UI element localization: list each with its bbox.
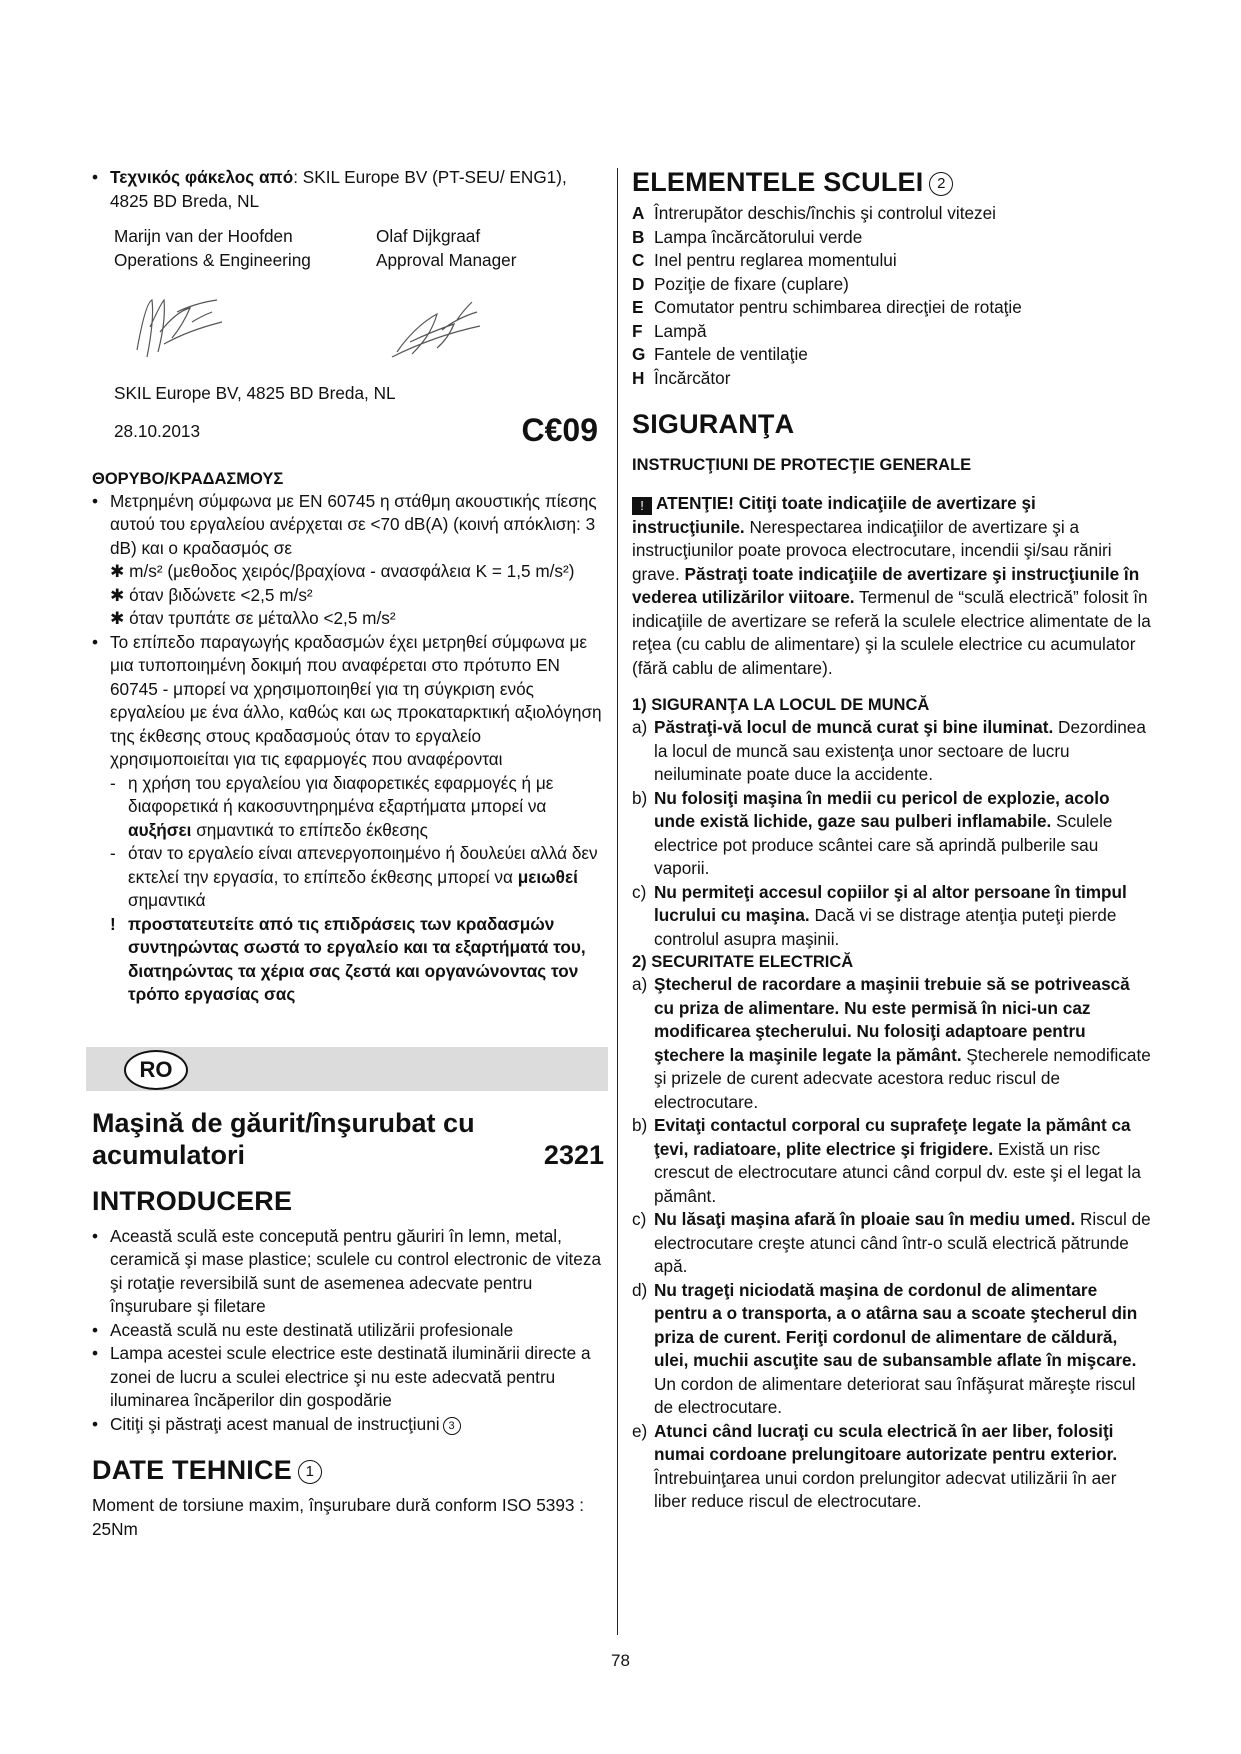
vibration-bullet: • Το επίπεδο παραγωγής κραδασμών έχει μετρηθεί σύμφωνα με μια τυποποιημένη δοκιμή που αναφέρεται στο πρότυπο EN 60745 - μπορεί να χρησιμοποιηθεί για τη σύγκριση ενός εργαλείου με ένα άλλο, καθώς και ως προκαταρκτική αξιολόγηση της έκθεσης στους κραδασμούς όταν το εργαλείο χρησιμοποιείται για τις εφαρμογές που αναφέρονται <box>92 631 604 772</box>
product-title-1: Maşină de găurit/înşurubat cu <box>92 1107 475 1138</box>
signer1-role: Operations & Engineering <box>114 249 311 270</box>
date: 28.10.2013 <box>114 420 201 441</box>
element-item: E Comutator pentru schimbarea direcţiei de rotaţie <box>632 297 1022 317</box>
s1-item-c: c) Nu permiteţi accesul copiilor şi al altor persoane în timpul lucrului cu maşina. Dacă vi se distrage atenţia puteţi pierde controlul asupra maşinii. <box>632 881 1127 949</box>
signer2-name: Olaf Dijkgraaf <box>376 226 481 246</box>
workplace-safety-heading: 1) SIGURANŢA LA LOCUL DE MUNCĂ <box>632 696 930 714</box>
signer2-role: Approval Manager <box>376 249 517 270</box>
language-bar <box>86 1047 608 1091</box>
intro-item-4: • Citiţi şi păstraţi acest manual de instrucţiuni 3 <box>92 1413 604 1437</box>
model-number: 2321 <box>543 1139 604 1170</box>
tech-text: Moment de torsiune maxim, înşurubare dură conform ISO 5393 : 25Nm <box>92 1495 584 1539</box>
elements-list <box>632 202 1152 390</box>
element-item: A Întrerupător deschis/închis şi controlul vitezei <box>632 203 996 223</box>
figure-ref-2: 2 <box>929 172 953 196</box>
intro-heading: INTRODUCERE <box>92 1185 293 1216</box>
element-item: H Încărcător <box>632 367 731 388</box>
figure-ref-3: 3 <box>443 1417 461 1435</box>
ce-mark: C€09 <box>521 411 598 448</box>
tech-file-label: Τεχνικός φάκελος από <box>110 167 294 187</box>
intro-item-2: • Această sculă nu este destinată utilizării profesionale <box>92 1319 514 1340</box>
element-item: D Poziţie de fixare (cuplare) <box>632 273 849 294</box>
dash-item-1: - η χρήση του εργαλείου για διαφορετικές εφαρμογές ή με διαφορετικά ή κακοσυντηρημένα εξαρτήματα μπορεί να αυξήσει σημαντικά το επίπεδο έκθεσης <box>110 772 554 840</box>
date-row <box>92 411 604 454</box>
tech-heading: DATE TEHNICE 1 <box>92 1454 604 1486</box>
safety-heading: SIGURANŢA <box>632 409 795 439</box>
noise-heading: ΘΟΡΥΒΟ/ΚΡΑΔΑΣΜΟΥΣ <box>92 469 284 488</box>
noise-text-2: ✱ m/s² (μεθοδος χειρός/βραχίονα - ανασφάλεια K = 1,5 m/s²) <box>110 561 575 581</box>
electrical-safety-heading: 2) SECURITATE ELECTRICĂ <box>632 953 854 971</box>
s2-item-a: a) Ştecherul de racordare a maşinii trebuie să se potrivească cu priza de alimentare. Nu este permisă în nici-un caz modificarea ştecherului. Nu folosiţi adaptoare pentru ştechere la maşinile legate la pământ. Ştecherele nemodificate şi prizele de curent adecvate acestora reduc riscul de electrocutare. <box>632 974 1151 1112</box>
intro-item-3: • Lampa acestei scule electrice este destinată iluminării directe a zonei de lucru a sculei electrice şi nu este adecvată pentru iluminarea încăperilor din gospodărie <box>92 1343 591 1410</box>
warning-icon: ! <box>632 497 652 515</box>
product-title-2: acumulatori <box>92 1139 246 1170</box>
signatures <box>92 272 604 382</box>
noise-text-4: ✱ όταν τρυπάτε σε μέταλλο <2,5 m/s² <box>110 608 396 628</box>
signature-images <box>92 272 604 382</box>
product-title-row-2 <box>92 1139 604 1171</box>
signer1-name: Marijn van der Hoofden <box>114 226 293 246</box>
tech-file-bullet: • Τεχνικός φάκελος από: SKIL Europe BV (PT-SEU/ ENG1), 4825 BD Breda, NL <box>92 167 567 211</box>
column-divider <box>617 168 618 1635</box>
s1-item-a: a) Păstraţi-vă locul de muncă curat şi bine iluminat. Dezordinea la locul de muncă sau existenţa unor sectoare de lucru neiluminate poate duce la accidente. <box>632 717 1146 784</box>
noise-text-1: Μετρημένη σύμφωνα με EN 60745 η στάθμη ακουστικής πίεσης αυτού του εργαλείου ανέρχεται σε <70 dB(A) (κοινή απόκλιση: 3 dB) και ο κραδασμός σε <box>110 490 597 558</box>
s2-item-d: d) Nu trageţi niciodată maşina de cordonul de alimentare pentru a o transporta, a o atârna sau a scoate ştecherul din priza de curent. Feriţi cordonul de alimentare de căldură, ulei, muchii ascuţite sau de subansamble aflate în mişcare. Un cordon de alimentare deteriorat sau înfăşurat măreşte riscul de electrocutare. <box>632 1279 1138 1417</box>
figure-ref-1: 1 <box>298 1460 322 1484</box>
noise-bullet: • Μετρημένη σύμφωνα με EN 60745 η στάθμη ακουστικής πίεσης αυτού του εργαλείου ανέρχεται σε <70 dB(A) (κοινή απόκλιση: 3 dB) και ο κραδασμός σε ✱ m/s² (μεθοδος χειρός/βραχίονα - ανασφάλεια K = 1,5 m/s²) ✱ όταν βιδώνετε <2,5 m/s² ✱ όταν τρυπάτε σε μέταλλο <2,5 m/s² <box>92 490 597 628</box>
noise-text-3: ✱ όταν βιδώνετε <2,5 m/s² <box>110 584 313 605</box>
left-column <box>92 166 604 1541</box>
s2-item-b: b) Evitaţi contactul corporal cu suprafeţe legate la pământ ca ţevi, radiatoare, plite electrice şi frigidere. Există un risc crescut de electrocutare atunci când corpul dv. este şi el legat la pământ. <box>632 1115 1141 1206</box>
right-column <box>632 166 1152 1514</box>
element-item: C Inel pentru reglarea momentului <box>632 250 897 270</box>
intro-item-1: • Această sculă este concepută pentru găuriri în lemn, metal, ceramică şi mase plastice; sculele cu control electronic de viteza şi rotaţie reversibilă sunt de asemenea adecvate pentru înşurubare şi filetare <box>92 1225 602 1316</box>
signature-2 <box>392 302 480 357</box>
element-item: G Fantele de ventilaţie <box>632 344 808 364</box>
dash-item-2: - όταν το εργαλείο είναι απενεργοποιημένο ή δουλεύει αλλά δεν εκτελεί την εργασία, το επίπεδο έκθεσης μπορεί να μειωθεί σημαντικά <box>110 843 598 910</box>
warning-paragraph: ! ATENŢIE! Citiţi toate indicaţiile de avertizare şi instrucţiunile. Nerespectarea indicaţiilor de avertizare şi a instrucţiunilor poate provoca electrocutare, incendii şi/sau răniri grave. Păstraţi toate indicaţiile de avertizare şi instrucţiunile în vederea utilizărilor viitoare. Termenul de “sculă electrică” folosit în indicaţiile de avertizare se referă la sculele electrice alimentate de la reţea (cu cablu de alimentare) şi la sculele electrice cu acumulator (fără cablu de alimentare). <box>632 493 1151 678</box>
signer-names <box>92 225 604 249</box>
signature-1 <box>137 300 222 357</box>
product-title-row-1 <box>92 1107 604 1139</box>
elements-heading: ELEMENTELE SCULEI 2 <box>632 166 1152 198</box>
page-number: 78 <box>611 1651 630 1670</box>
s2-item-e: e) Atunci când lucraţi cu scula electrică în aer liber, folosiţi numai cordoane prelungitoare autorizate pentru exterior. Întrebuinţarea unui cordon prelungitor adecvat utilizării în aer liber reduce riscul de electrocutare. <box>632 1420 1118 1511</box>
company-line: SKIL Europe BV, 4825 BD Breda, NL <box>114 383 396 403</box>
protect-text: προστατευτείτε από τις επιδράσεις των κραδασμών συντηρώντας σωστά το εργαλείο και τα εξαρτήματά του, διατηρώντας τα χέρια σας ζεστά και οργανώνοντας τον τρόπο εργασίας σας <box>128 913 586 1004</box>
language-badge: RO <box>124 1050 188 1090</box>
general-instructions-heading: INSTRUCŢIUNI DE PROTECŢIE GENERALE <box>632 456 972 474</box>
protect-note: ! προστατευτείτε από τις επιδράσεις των κραδασμών συντηρώντας σωστά το εργαλείο και τα εξαρτήματά του, διατηρώντας τα χέρια σας ζεστά και οργανώνοντας τον τρόπο εργασίας σας <box>92 913 604 1007</box>
tech-file-text: : SKIL Europe BV (PT-SEU/ ENG1), 4825 BD Breda, NL <box>110 167 567 211</box>
s2-item-c: c) Nu lăsaţi maşina afară în ploaie sau în mediu umed. Riscul de electrocutare creşte atunci când într-o sculă electrică pătrunde apă. <box>632 1209 1151 1276</box>
element-item: B Lampa încărcătorului verde <box>632 226 863 247</box>
signer-roles <box>92 249 604 273</box>
vibration-text: Το επίπεδο παραγωγής κραδασμών έχει μετρηθεί σύμφωνα με μια τυποποιημένη δοκιμή που αναφέρεται στο πρότυπο EN 60745 - μπορεί να χρησιμοποιηθεί για τη σύγκριση ενός εργαλείου με ένα άλλο, καθώς και ως προκαταρκτική αξιολόγηση της έκθεσης στους κραδασμούς όταν το εργαλείο χρησιμοποιείται για τις εφαρμογές που αναφέρονται <box>110 631 602 769</box>
s1-item-b: b) Nu folosiţi maşina în medii cu pericol de explozie, acolo unde există lichide, gaze sau pulberi inflamabile. Sculele electrice pot produce scântei care să aprindă pulberile sau vaporii. <box>632 787 1113 878</box>
element-item: F Lampă <box>632 320 707 341</box>
